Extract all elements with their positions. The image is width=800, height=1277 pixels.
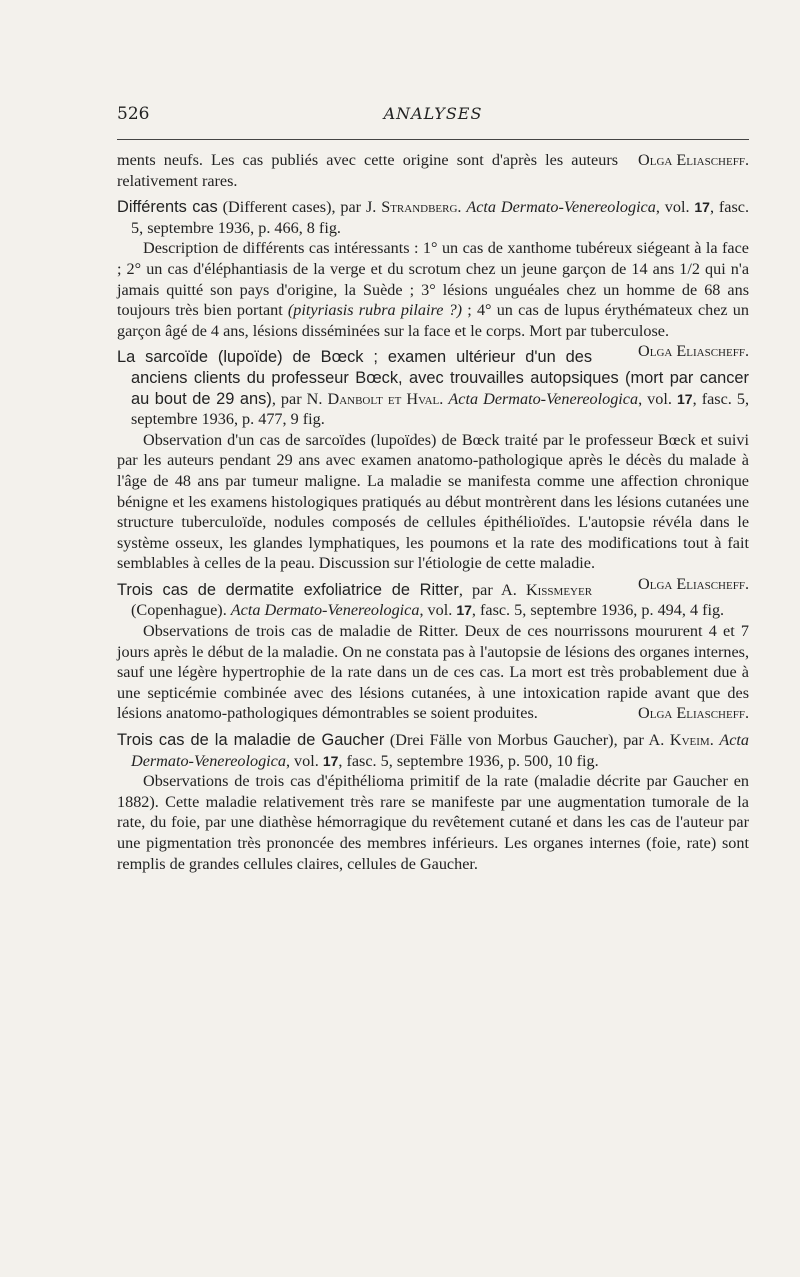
summary-italic: (pityriasis rubra pilaire ?)	[287, 301, 463, 320]
ref-text: , vol.	[655, 198, 695, 217]
entry-author: Kissmeyer	[525, 580, 593, 599]
continuation-paragraph	[117, 150, 749, 191]
header-rule	[117, 139, 749, 140]
summary-text: ; 4° un cas de lupus érythémateux chez un garçon âgé de 4 ans, lésions disséminées sur la face et le corps. Mort par tuberculose.	[117, 301, 749, 340]
summary-text: Observations de trois cas de maladie de Ritter. Deux de ces nourrissons moururent 4 et 7 jours après le début de la maladie. On ne constata pas à l'autopsie de lésions des organes internes, sauf une légère hypertrophie de la rate dans un de ces cas. La mort est très probablement due à une septicémie combinée avec des lésions cutanées, à une intoxication rapide avant que des lésions anatomo-pathologiques démontrables se soient produites.	[117, 622, 749, 723]
entry-reference	[117, 730, 749, 771]
entry-title: Trois cas de dermatite exfoliatrice de Ritter	[117, 580, 459, 599]
ref-text: , fasc. 5, septembre 1936, p. 500, 10 fig.	[338, 751, 599, 770]
ref-text: (Different cases), par J.	[217, 198, 382, 217]
ref-text: (Copenhague).	[131, 601, 231, 620]
volume-number: 17	[322, 752, 339, 769]
journal-name: Acta Dermato-Venereologica	[131, 731, 749, 770]
ref-text: , fasc. 5, septembre 1936, p. 477, 9 fig.	[131, 389, 750, 429]
entry-summary	[117, 771, 749, 874]
running-title: ANALYSES	[383, 104, 483, 123]
ref-text: , vol.	[285, 751, 323, 770]
ref-text: , vol.	[419, 601, 457, 620]
ref-text: , vol.	[638, 389, 677, 408]
article-body	[117, 150, 749, 874]
entry-author: Strandberg	[381, 198, 458, 217]
entry-title: La sarcoïde (lupoïde) de Bœck ; examen ultérieur d'un des anciens clients du professeur Bœck, avec trouvailles autopsiques (mort par cancer au bout de 29 ans)	[117, 348, 749, 408]
summary-text: Observations de trois cas d'épithélioma primitif de la rate (maladie décrite par Gaucher en 1882). Cette maladie relativement très rare se manifeste par une augmentation tumorale de la rate, du foie, par une diathèse hémorragique du revêtement cutané et dans les cas de l'auteur par une pigmentation très prononcée des membres inférieurs. Les organes internes (foie, rate) sont remplis de grandes cellules claires, cellules de Gaucher.	[117, 772, 749, 873]
signature: Olga Eliascheff.	[638, 704, 749, 723]
abstract-entry	[117, 580, 749, 724]
ref-text: .	[709, 731, 720, 750]
summary-text: Description de différents cas intéressants : 1° un cas de xanthome tubéreux siégeant à la face ; 2° un cas d'éléphantiasis de la verge et du scrotum chez un jeune garçon de 14 ans 1/2 qui n'a jamais quitté son pays d'origine, la Suède ; 3° lésions unguéales chez un homme de 68 ans toujours très bien portant	[117, 239, 749, 320]
entry-title: Différents cas	[117, 198, 218, 217]
entry-summary	[117, 238, 749, 361]
abstract-entry	[117, 730, 749, 874]
signature: Olga Eliascheff.	[638, 342, 749, 361]
volume-number: 17	[694, 199, 710, 216]
ref-text: , fasc. 5, septembre 1936, p. 466, 8 fig.	[131, 198, 750, 237]
summary-text: Observation d'un cas de sarcoïdes (lupoïdes) de Bœck traité par le professeur Bœck et suivi par les auteurs pendant 29 ans avec examen anatomo-pathologique après le décès du malade à l'âge de 48 ans par tumeur maligne. La maladie se manifesta comme une affection chronique bénigne et les examens histologiques pratiqués au début montrèrent dans les lésions cutanées une structure tuberculoïde, nodules composés de cellules épithélioïdes. L'autopsie révéla dans le système osseux, les glandes lymphatiques, les poumons et la rate des modifications tout à fait semblables à celles de la peau. Discussion sur l'étiologie de cette maladie.	[117, 430, 749, 573]
entry-summary	[117, 621, 749, 724]
entry-author: Kveim	[669, 731, 710, 750]
journal-name: Acta Dermato-Venereologica	[466, 198, 656, 217]
abstract-entry	[117, 197, 750, 361]
continuation-text: ments neufs. Les cas publiés avec cette origine sont d'après les auteurs relativement rares.	[117, 151, 619, 190]
ref-text: , par N.	[271, 389, 328, 408]
entry-title: Trois cas de la maladie de Gaucher	[117, 731, 385, 750]
entry-author: Danbolt et Hval	[327, 389, 440, 408]
ref-text: .	[439, 389, 449, 408]
page-number: 526	[117, 104, 150, 124]
journal-name: Acta Dermato-Venereologica	[230, 601, 420, 620]
entry-reference	[117, 197, 750, 238]
ref-text: .	[457, 198, 467, 217]
ref-text: , fasc. 5, septembre 1936, p. 494, 4 fig.	[471, 601, 725, 620]
volume-number: 17	[456, 602, 472, 619]
page-header	[117, 104, 749, 130]
ref-text: , par A.	[458, 580, 526, 599]
ref-text: (Drei Fälle von Morbus Gaucher), par A.	[384, 731, 670, 750]
signature: Olga Eliascheff.	[638, 151, 749, 169]
signature: Olga Eliascheff.	[638, 574, 749, 593]
journal-name: Acta Dermato-Venereologica	[448, 389, 639, 408]
volume-number: 17	[677, 390, 693, 407]
